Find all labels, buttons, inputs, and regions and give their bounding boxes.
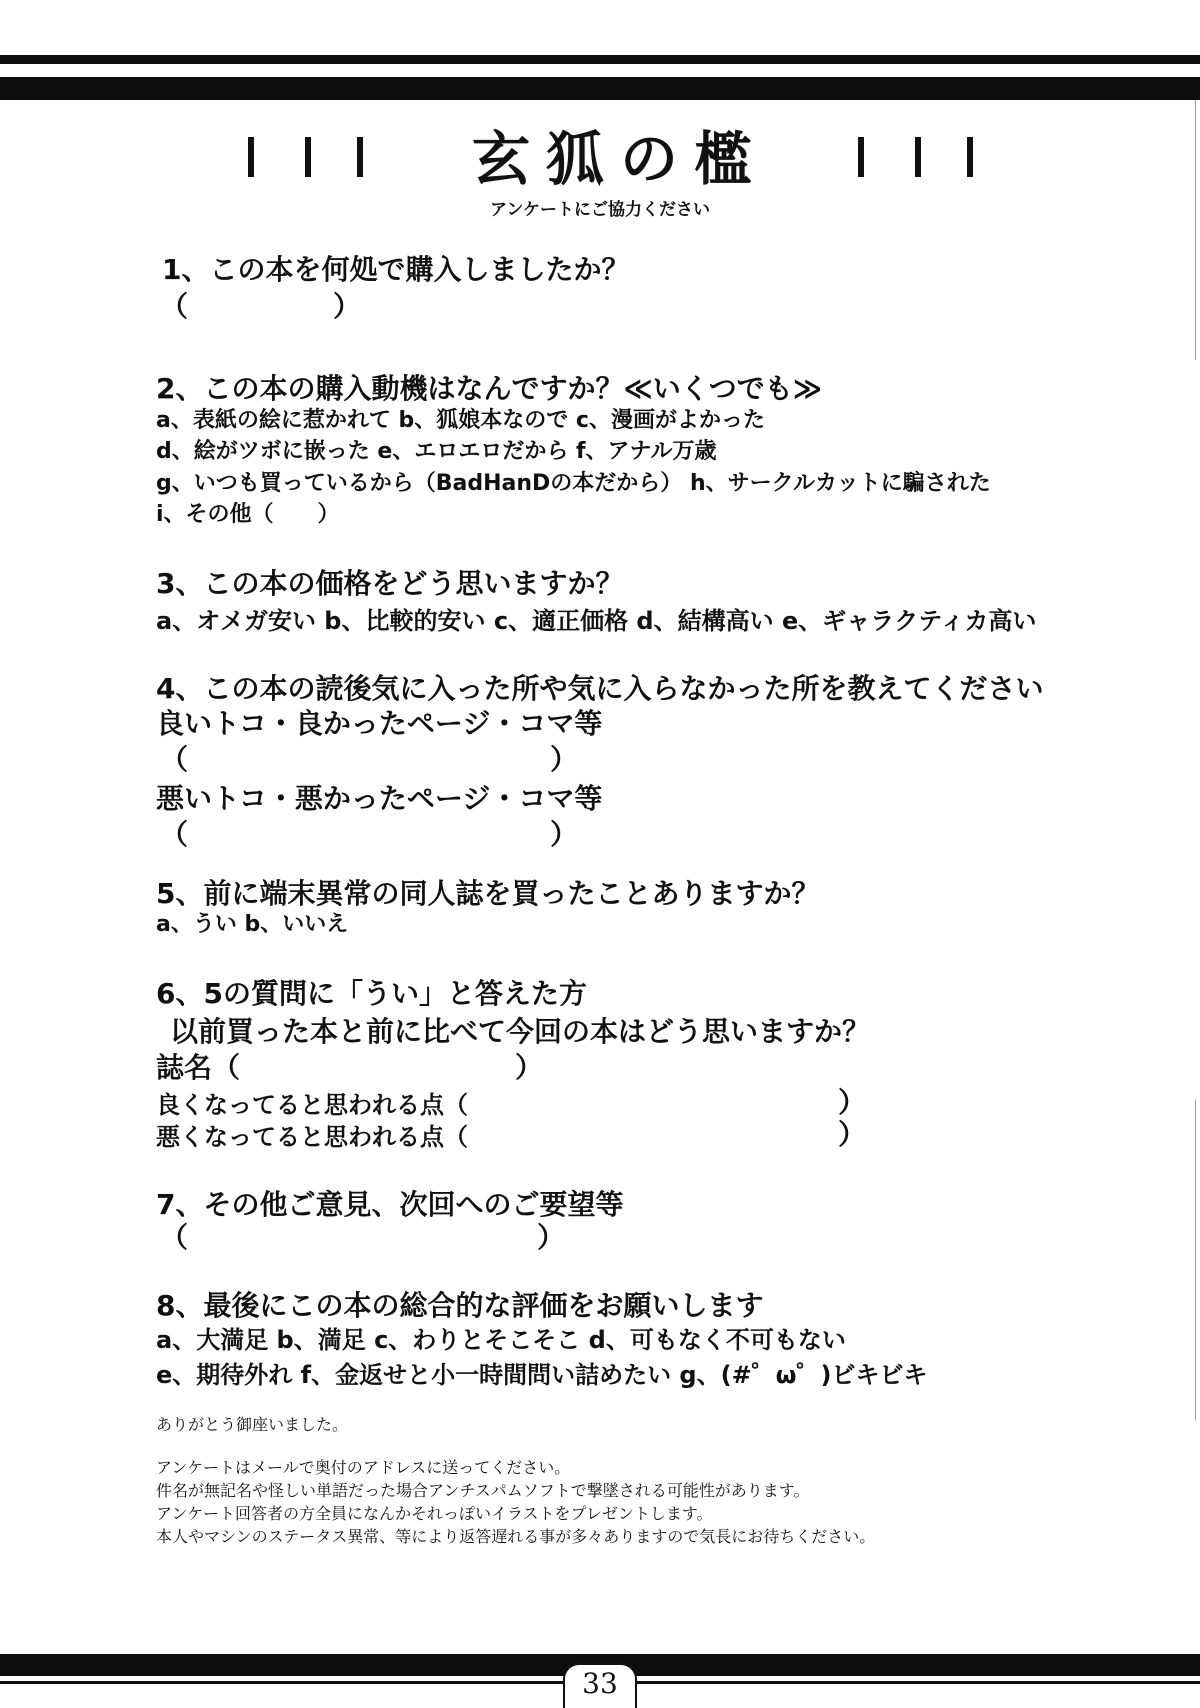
question-4-good-label: 良いトコ・良かったページ・コマ等 bbox=[156, 707, 603, 740]
title-ornament-bar bbox=[915, 137, 921, 177]
question-6-sub: 以前買った本と前に比べて今回の本はどう思いますか？ bbox=[170, 1015, 871, 1048]
question-2: 2、この本の購入動機はなんですか？≪いくつでも≫ bbox=[156, 372, 823, 405]
question-8: 8、最後にこの本の総合的な評価をお願いします bbox=[156, 1289, 764, 1322]
question-3: 3、この本の価格をどう思いますか？ bbox=[156, 567, 624, 600]
question-6-worse-label: 悪くなってると思われる点（ bbox=[156, 1123, 468, 1151]
question-6: 6、5の質問に「うい」と答えた方 bbox=[156, 977, 587, 1010]
answer-open-paren: （ bbox=[160, 818, 189, 851]
question-2-options: d、絵がツボに嵌った e、エロエロだから f、アナル万歳 bbox=[156, 439, 717, 464]
answer-open-paren: （ bbox=[160, 1221, 189, 1254]
title-ornament-bar bbox=[967, 137, 973, 177]
instruction-note: 本人やマシンのステータス異常、等により返答遅れる事が多々ありますので気長にお待ちください。 bbox=[156, 1527, 876, 1546]
question-1: 1、この本を何処で購入しましたか？ bbox=[162, 253, 630, 286]
question-2-options: g、いつも買っているから（BadHanDの本だから） h、サークルカットに騙された bbox=[156, 471, 991, 496]
title-ornament-bar bbox=[248, 137, 254, 177]
instruction-note: アンケートはメールで奥付のアドレスに送ってください。 bbox=[156, 1458, 571, 1477]
question-4: 4、この本の読後気に入った所や気に入らなかった所を教えてください bbox=[156, 672, 1044, 705]
question-8-options: a、大満足 b、満足 c、わりとそこそこ d、可もなく不可もない bbox=[156, 1326, 846, 1354]
question-5-options: a、うい b、いいえ bbox=[156, 912, 349, 937]
question-5: 5、前に端末異常の同人誌を買ったことありますか？ bbox=[156, 877, 820, 910]
question-6-improved-label: 良くなってると思われる点（ bbox=[156, 1091, 468, 1119]
thanks-note: ありがとう御座いました。 bbox=[156, 1415, 349, 1434]
question-7: 7、その他ご意見、次回へのご要望等 bbox=[156, 1188, 624, 1221]
top-rule-thin bbox=[0, 55, 1200, 64]
right-edge-line bbox=[1195, 1100, 1196, 1420]
page-number: 33 bbox=[582, 1667, 618, 1700]
right-edge-line bbox=[1195, 100, 1196, 360]
top-rule-thick bbox=[0, 77, 1200, 100]
question-6-title-label: 誌名（ bbox=[156, 1051, 241, 1084]
question-2-options: i、その他（ ） bbox=[156, 502, 340, 527]
question-3-options: a、オメガ安い b、比較的安い c、適正価格 d、結構高い e、ギャラクティカ高い bbox=[156, 607, 1037, 635]
answer-close-paren: ） bbox=[333, 290, 362, 323]
answer-close-paren: ） bbox=[550, 743, 579, 776]
question-4-bad-label: 悪いトコ・悪かったページ・コマ等 bbox=[156, 782, 603, 815]
question-2-options: a、表紙の絵に惹かれて b、狐娘本なので c、漫画がよかった bbox=[156, 408, 765, 433]
answer-close-paren: ） bbox=[838, 1086, 867, 1119]
answer-open-paren: （ bbox=[160, 743, 189, 776]
title-ornament-bar bbox=[357, 137, 363, 177]
answer-close-paren: ） bbox=[537, 1221, 566, 1254]
answer-close-paren: ） bbox=[550, 818, 579, 851]
title-ornament-bar bbox=[305, 137, 311, 177]
answer-close-paren: ） bbox=[838, 1118, 867, 1151]
instruction-note: アンケート回答者の方全員になんかそれっぽいイラストをプレゼントします。 bbox=[156, 1504, 713, 1523]
answer-open-paren: （ bbox=[160, 290, 189, 323]
title-ornament-bar bbox=[858, 137, 864, 177]
question-8-options: e、期待外れ f、金返せと小一時間問い詰めたい g、(#゜ω゜)ビキビキ bbox=[156, 1361, 928, 1389]
page-subtitle: アンケートにご協力ください bbox=[490, 200, 710, 220]
instruction-note: 件名が無記名や怪しい単語だった場合アンチスパムソフトで撃墜される可能性があります。 bbox=[156, 1481, 810, 1500]
page-title: 玄狐の檻 bbox=[471, 125, 768, 193]
answer-close-paren: ） bbox=[515, 1051, 544, 1084]
